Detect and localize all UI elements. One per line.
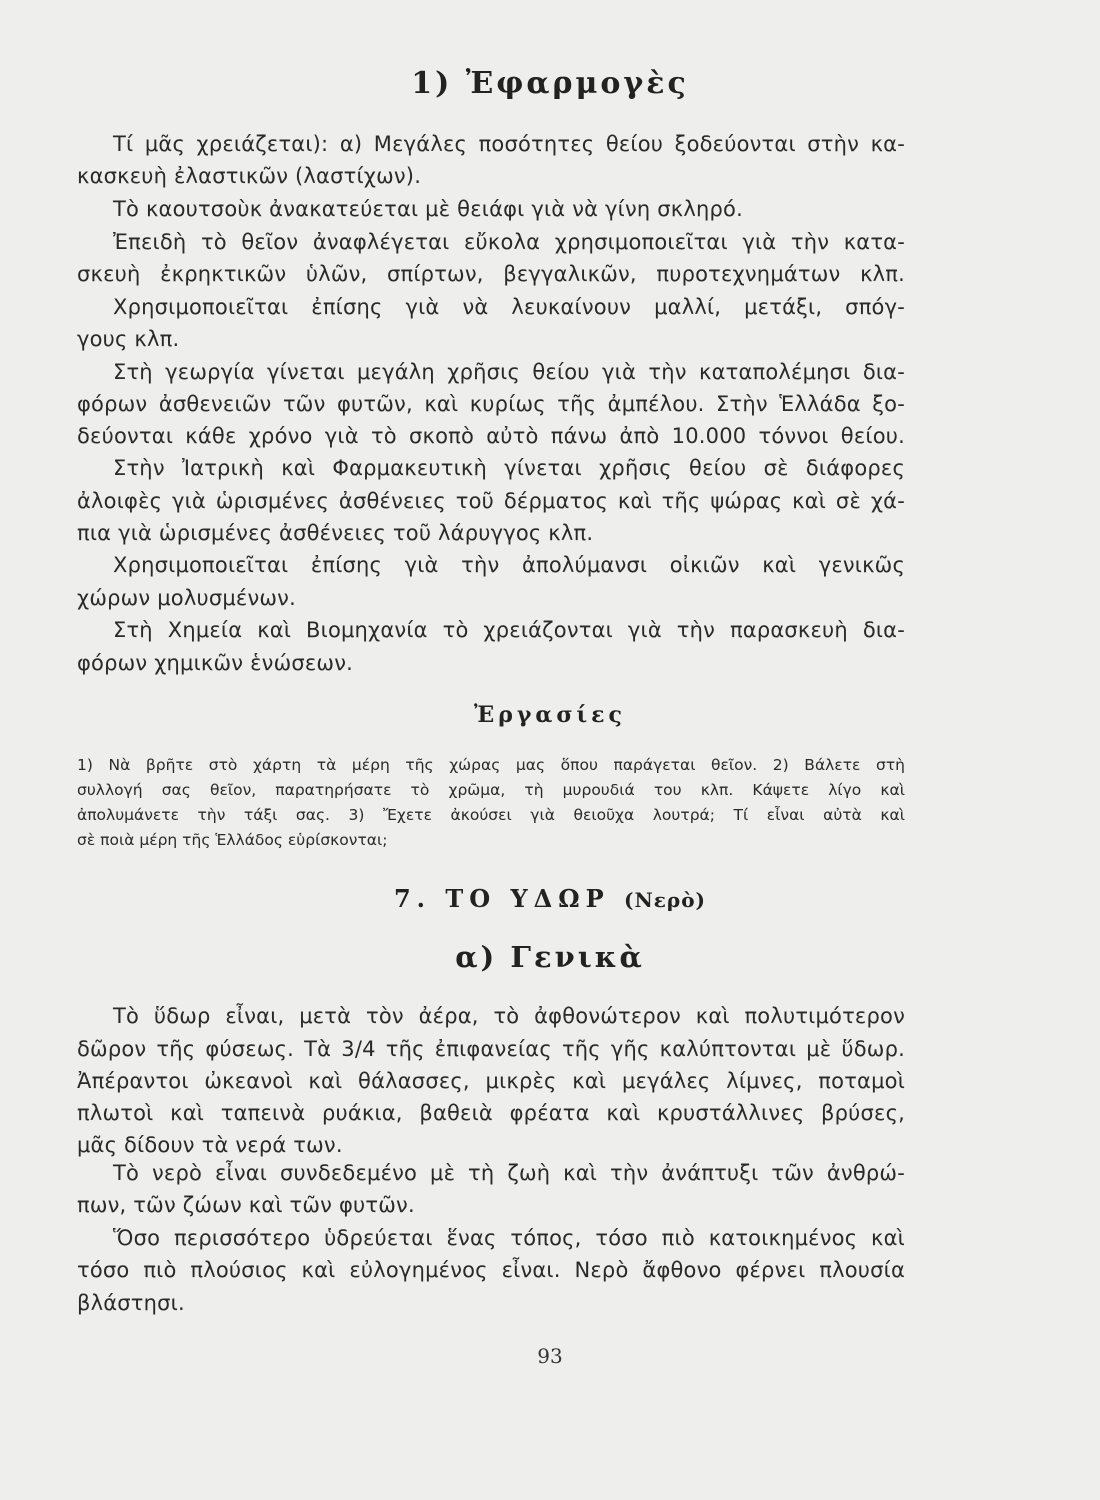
text-line: Στὴν Ἰατρικὴ καὶ Φαρμακευτικὴ γίνεται χρῆσις θείου σὲ διάφορες — [113, 456, 905, 480]
text-line: πια γιὰ ὡρισμένες ἀσθένειες τοῦ λάρυγγος κλπ. — [77, 521, 594, 545]
section-heading-exercises: Ἐργασίες — [474, 702, 626, 728]
text-line: μᾶς δίδουν τὰ νερά των. — [77, 1133, 343, 1157]
text-line: φόρων χημικῶν ἑνώσεων. — [77, 651, 354, 675]
text-line: δῶρον τῆς φύσεως. Τὰ 3/4 τῆς ἐπιφανείας τῆς γῆς καλύπτονται μὲ ὕδωρ. — [77, 1037, 905, 1061]
section-heading-applications: 1) Ἐφαρμογὲς — [411, 66, 689, 101]
text-line: πων, τῶν ζώων καὶ τῶν φυτῶν. — [77, 1193, 415, 1217]
exercise-line: ἀπολυμάνετε τὴν τάξι σας. 3) Ἔχετε ἀκούσει γιὰ θειοῦχα λουτρά; Τί εἶναι αὐτὰ καὶ — [77, 806, 905, 824]
text-line: πλωτοὶ καὶ ταπεινὰ ρυάκια, βαθειὰ φρέατα καὶ κρυστάλλινες βρύσες, — [77, 1101, 905, 1125]
text-line: ἀλοιφὲς γιὰ ὡρισμένες ἀσθένειες τοῦ δέρματος καὶ τῆς ψώρας καὶ σὲ χά- — [77, 489, 905, 513]
text-line: χώρων μολυσμένων. — [77, 586, 296, 610]
text-line: βλάστησι. — [77, 1291, 185, 1315]
exercise-line: συλλογή σας θεῖον, παρατηρήσατε τὸ χρῶμα, τὴ μυρουδιά του κλπ. Κάψετε λίγο καὶ — [77, 781, 905, 799]
text-line: Τὸ καουτσοὺκ ἀνακατεύεται μὲ θειάφι γιὰ νὰ γίνη σκληρό. — [113, 197, 743, 221]
exercise-line: σὲ ποιὰ μέρη τῆς Ἑλλάδος εὑρίσκονται; — [77, 831, 388, 849]
text-line: Ἐπειδὴ τὸ θεῖον ἀναφλέγεται εὔκολα χρησιμοποιεῖται γιὰ τὴν κατα- — [113, 230, 905, 254]
section-heading-general: α) Γενικὰ — [455, 940, 645, 974]
chapter-subtitle: (Νερὸ) — [624, 888, 707, 912]
text-line: Χρησιμοποιεῖται ἐπίσης γιὰ τὴν ἀπολύμανσι οἰκιῶν καὶ γενικῶς — [113, 553, 905, 577]
chapter-title: 7. ΤΟ ΥΔΩΡ — [393, 884, 610, 913]
text-line: Χρησιμοποιεῖται ἐπίσης γιὰ νὰ λευκαίνουν μαλλί, μετάξι, σπόγ- — [113, 295, 905, 319]
text-line: γους κλπ. — [77, 327, 180, 351]
text-line: Ἀπέραντοι ὠκεανοὶ καὶ θάλασσες, μικρὲς καὶ μεγάλες λίμνες, ποταμοὶ — [77, 1069, 905, 1093]
text-line: σκευὴ ἐκρηκτικῶν ὑλῶν, σπίρτων, βεγγαλικῶν, πυροτεχνημάτων κλπ. — [77, 262, 905, 286]
text-line: τόσο πιὸ πλούσιος καὶ εὐλογημένος εἶναι. Νερὸ ἄφθονο φέρνει πλουσία — [77, 1258, 905, 1282]
page-number: 93 — [537, 1344, 563, 1368]
text-line: Ὅσο περισσότερο ὑδρεύεται ἕνας τόπος, τόσο πιὸ κατοικημένος καὶ — [113, 1226, 905, 1250]
text-line: Στὴ γεωργία γίνεται μεγάλη χρῆσις θείου γιὰ τὴν καταπολέμησι δια- — [113, 360, 905, 384]
exercise-line: 1) Νὰ βρῆτε στὸ χάρτη τὰ μέρη τῆς χώρας μας ὅπου παράγεται θεῖον. 2) Βάλετε στὴ — [77, 756, 905, 774]
text-line: δεύονται κάθε χρόνο γιὰ τὸ σκοπὸ αὐτὸ πάνω ἀπὸ 10.000 τόννοι θείου. — [77, 424, 905, 448]
text-line: Τὸ νερὸ εἶναι συνδεδεμένο μὲ τὴ ζωὴ καὶ τὴν ἀνάπτυξι τῶν ἀνθρώ- — [113, 1161, 905, 1185]
chapter-heading — [0, 884, 1100, 913]
text-line: Τί μᾶς χρειάζεται): α) Μεγάλες ποσότητες θείου ξοδεύονται στὴν κα- — [113, 132, 905, 156]
text-line: κασκευὴ ἐλαστικῶν (λαστίχων). — [77, 164, 422, 188]
text-line: φόρων ἀσθενειῶν τῶν φυτῶν, καὶ κυρίως τῆς ἀμπέλου. Στὴν Ἑλλάδα ξο- — [77, 392, 905, 416]
text-line: Τὸ ὕδωρ εἶναι, μετὰ τὸν ἀέρα, τὸ ἀφθονώτερον καὶ πολυτιμότερον — [113, 1004, 905, 1028]
text-line: Στὴ Χημεία καὶ Βιομηχανία τὸ χρειάζονται γιὰ τὴν παρασκευὴ δια- — [113, 618, 905, 642]
